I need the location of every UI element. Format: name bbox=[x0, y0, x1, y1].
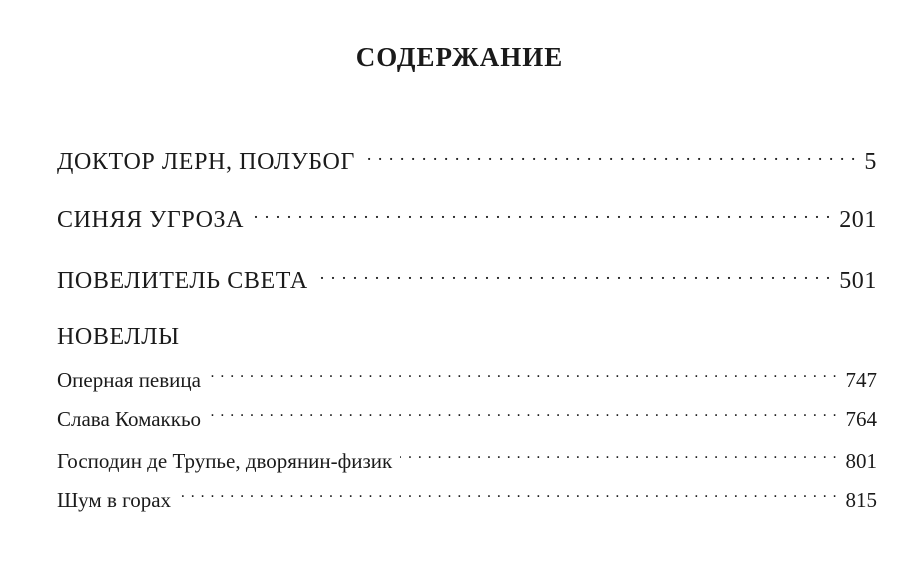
toc-subentry-title: Шум в горах bbox=[57, 488, 172, 512]
dot-leader bbox=[179, 486, 837, 507]
toc-subentry-title: Слава Комаккьо bbox=[57, 407, 202, 431]
toc-subentry bbox=[57, 486, 877, 514]
toc-entry bbox=[57, 264, 877, 296]
dot-leader bbox=[400, 447, 837, 468]
section-heading: НОВЕЛЛЫ bbox=[57, 324, 180, 350]
toc-entry-page: 501 bbox=[839, 268, 877, 294]
toc-entry bbox=[57, 145, 877, 177]
toc-subentry bbox=[57, 447, 877, 475]
toc-entry-page: 201 bbox=[839, 207, 877, 233]
dot-leader bbox=[363, 145, 856, 169]
toc-subentry-title: Господин де Трупье, дворянин-физик bbox=[57, 449, 393, 473]
toc-subentry-title: Оперная певица bbox=[57, 368, 201, 392]
dot-leader bbox=[209, 405, 837, 426]
toc-subentry-page: 764 bbox=[845, 407, 877, 431]
toc-entry-title: ДОКТОР ЛЕРН, ПОЛУБОГ bbox=[57, 149, 355, 175]
toc-entry-title: СИНЯЯ УГРОЗА bbox=[57, 207, 245, 233]
toc-entry-page: 5 bbox=[864, 149, 877, 175]
toc-subentry bbox=[57, 366, 877, 394]
toc-subentry bbox=[57, 405, 877, 433]
dot-leader bbox=[252, 203, 831, 227]
page-title: СОДЕРЖАНИЕ bbox=[355, 42, 564, 72]
dot-leader bbox=[316, 264, 831, 288]
toc-subentry-page: 801 bbox=[845, 449, 877, 473]
toc-entry bbox=[57, 203, 877, 235]
toc-subentry-page: 747 bbox=[845, 368, 877, 392]
toc-subentry-page: 815 bbox=[845, 488, 877, 512]
dot-leader bbox=[209, 366, 838, 387]
toc-entry-title: ПОВЕЛИТЕЛЬ СВЕТА bbox=[57, 268, 308, 294]
